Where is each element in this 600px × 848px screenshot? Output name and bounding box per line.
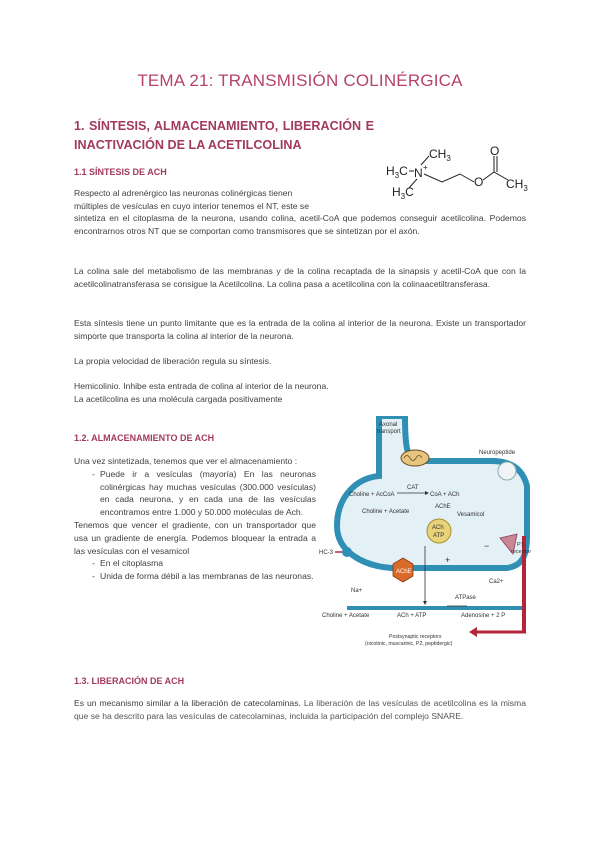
label-hc3: HC-3 <box>319 550 334 556</box>
paragraph-storage-intro: Una vez sintetizada, tenemos que ver el almacenamiento : <box>74 456 298 466</box>
label-cat: CAT <box>407 485 419 491</box>
acetyl-methyl: $CH_3$ <box>506 177 528 193</box>
label-p1-receptor: P1-receptor <box>511 542 532 555</box>
text-line: La acetilcolina es una molécula cargada positivamente <box>74 393 283 404</box>
peptide-vesicle <box>498 462 516 480</box>
cholinergic-synapse-diagram <box>317 416 539 666</box>
page-title: TEMA 21: TRANSMISIÓN COLINÉRGICA <box>137 71 463 90</box>
ester-oxygen: O <box>474 175 484 189</box>
acetylcholine-structure <box>384 146 534 204</box>
methyl-top: $CH_3$ <box>429 147 451 163</box>
nitrogen-label: N <box>414 166 423 180</box>
list-item: - En el citoplasma <box>74 557 316 570</box>
label-choline-accoa: Choline + AcCoA <box>349 492 395 498</box>
choline-transporter <box>342 547 352 557</box>
methyl-left: $H_3C$ <box>386 164 408 180</box>
label-atpase: ATPase <box>455 595 476 601</box>
label-choline-acetate-bottom: Choline + Acetate <box>322 613 370 619</box>
mitochondrion <box>401 450 429 466</box>
label-neuropeptide: Neuropeptide <box>479 450 516 456</box>
subsection-heading-storage: 1.2. ALMACENAMIENTO DE ACH <box>74 433 215 443</box>
label-minus: − <box>484 541 490 551</box>
storage-list-1 <box>74 468 316 519</box>
list-item: - Puede ir a vesículas (mayoría) En las neuronas colinérgicas hay muchas vesículas (300.000 vesículas) en cada neurona, y en cada una de las vesículas encontramos entre 1.000 y 50.000 moléculas de Ach. <box>74 468 316 519</box>
label-na: Na+ <box>351 588 363 594</box>
paragraph-release <box>74 697 526 723</box>
label-axonal-transport: Axonal transport <box>377 422 401 435</box>
postsynaptic-membrane <box>347 606 522 610</box>
label-atp-vesicle: ATP <box>433 533 445 539</box>
label-vesamicol: Vesamicol <box>457 512 485 518</box>
subsection-heading-release: 1.3. LIBERACIÓN DE ACH <box>74 676 185 686</box>
methyl-bottom: $H_3C$ <box>392 185 414 201</box>
label-choline-acetate-top: Choline + Acetate <box>362 509 410 515</box>
label-plus: + <box>445 555 451 565</box>
storage-text-block <box>74 455 316 583</box>
paragraph-synthesis-intro <box>74 187 374 213</box>
paragraph-limiting-step: Esta síntesis tiene un punto limitante que es la entrada de la colina al interior de la neurona. Existe un transportador simporte que transporta la colina al interior de la neurona. <box>74 318 526 341</box>
text-line: Hemicolinio. Inhibe esta entrada de colina al interior de la neurona. <box>74 381 329 391</box>
subsection-heading-synthesis: 1.1 SÍNTESIS DE ACH <box>74 167 167 177</box>
label-ach-atp: ACh + ATP <box>397 613 427 619</box>
paragraph-synthesis-cont: sintetiza en el citoplasma de la neurona, usando colina, acetil-CoA que podemos conseguir acetilcolina. Podemos encontrarnos otros NT que se comportan como transmisores que se sintetizan por el axón. <box>74 213 526 236</box>
ach-vesicle <box>427 519 451 543</box>
label-postsynaptic-1: Postsynaptic receptors <box>389 634 442 640</box>
section-heading-text: 1. SÍNTESIS, ALMACENAMIENTO, LIBERACIÓN E INACTIVACIÓN DE LA ACETILCOLINA <box>74 119 374 152</box>
paragraph-choline-origin: La colina sale del metabolismo de las membranas y de la colina recaptada de la sinapsis y acetil-CoA que con la acetilcolinatransferasa se consigue la Acetilcolina. La colina pasa a acetilcolina con la colinaacetiltransferasa. <box>74 266 526 289</box>
paragraph-hemicholinium <box>74 380 526 406</box>
label-postsynaptic-2: (nicotinic, muscarinic, P2, peptidergic) <box>365 641 453 647</box>
label-ca: Ca2+ <box>489 579 504 585</box>
text-line: múltiples de vesículas en cuyo interior tenemos el NT, este se <box>74 200 310 211</box>
label-ache-top: AChE <box>435 504 451 510</box>
section-heading <box>74 117 374 155</box>
nitrogen-charge: + <box>423 163 428 172</box>
text-line: Respecto al adrenérgico las neuronas colinérgicas tienen <box>74 188 293 198</box>
carbonyl-oxygen: O <box>490 146 500 158</box>
paragraph-storage-gradient: Tenemos que vencer el gradiente, con un transportador que usa un gradiente de energía. Podemos bloquear la entrada a las vesículas con el vesamicol <box>74 519 316 556</box>
label-ach-vesicle: ACh <box>432 525 444 531</box>
label-coa-ach: CoA + ACh <box>430 492 460 498</box>
label-adenosine: Adenosine + 2 P <box>461 613 506 619</box>
paragraph-release-rate: La propia velocidad de liberación regula su síntesis. <box>74 356 272 366</box>
list-item: - Unida de forma débil a las membranas de las neuronas. <box>74 570 316 583</box>
storage-list-2 <box>74 557 316 583</box>
release-text-main: Es un mecanismo similar a la liberación de catecolaminas. <box>74 698 301 708</box>
release-text-detail: La liberación de las vesículas de acetilcolina es la misma que se ha descrito para las vesículas de catecolaminas, incluida la participación del complejo SNARE. <box>74 698 526 721</box>
label-ache-synapse: AChE <box>396 569 412 575</box>
